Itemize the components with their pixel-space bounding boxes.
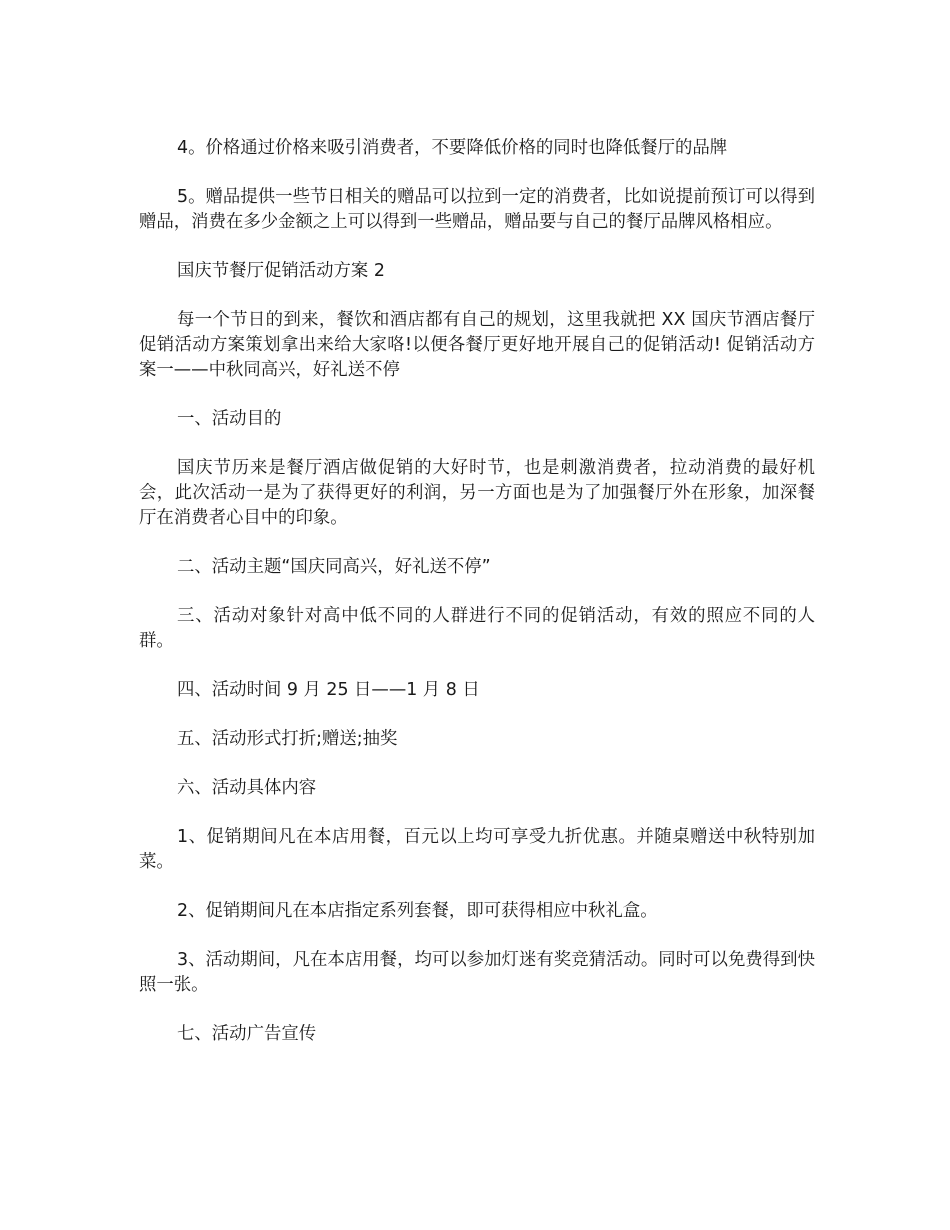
paragraph-activity-target: 三、活动对象针对高中低不同的人群进行不同的促销活动，有效的照应不同的人群。: [139, 606, 815, 651]
section-heading-plan-2: 国庆节餐厅促销活动方案 2: [177, 261, 385, 281]
heading-activity-theme: 二、活动主题“国庆同高兴，好礼送不停”: [177, 557, 491, 577]
heading-advertising: 七、活动广告宣传: [177, 1024, 317, 1044]
paragraph-intro: 每一个节日的到来，餐饮和酒店都有自己的规划，这里我就把 XX 国庆节酒店餐厅促销活动方案策划拿出来给大家咯!以便各餐厅更好地开展自己的促销活动! 促销活动方案一——中秋同高兴，好礼送不停: [139, 310, 815, 380]
paragraph-activity-time: 四、活动时间 9 月 25 日——1 月 8 日: [177, 680, 480, 700]
document-page: [139, 136, 815, 1047]
heading-activity-purpose: 一、活动目的: [177, 409, 282, 429]
heading-activity-content: 六、活动具体内容: [177, 778, 317, 798]
paragraph-price: 4。价格通过价格来吸引消费者，不要降低价格的同时也降低餐厅的品牌: [177, 138, 728, 158]
list-item-3: 3、活动期间，凡在本店用餐，均可以参加灯迷有奖竞猜活动。同时可以免费得到快照一张。: [139, 950, 815, 995]
paragraph-gifts: 5。赠品提供一些节日相关的赠品可以拉到一定的消费者，比如说提前预订可以得到赠品，消费在多少金额之上可以得到一些赠品，赠品要与自己的餐厅品牌风格相应。: [139, 187, 815, 232]
paragraph-purpose: 国庆节历来是餐厅酒店做促销的大好时节，也是刺激消费者，拉动消费的最好机会，此次活动一是为了获得更好的利润，另一方面也是为了加强餐厅外在形象，加深餐厅在消费者心目中的印象。: [139, 458, 815, 528]
list-item-1: 1、促销期间凡在本店用餐，百元以上均可享受九折优惠。并随桌赠送中秋特别加菜。: [139, 827, 815, 872]
list-item-2: 2、促销期间凡在本店指定系列套餐，即可获得相应中秋礼盒。: [177, 901, 658, 921]
paragraph-activity-form: 五、活动形式打折;赠送;抽奖: [177, 729, 398, 749]
